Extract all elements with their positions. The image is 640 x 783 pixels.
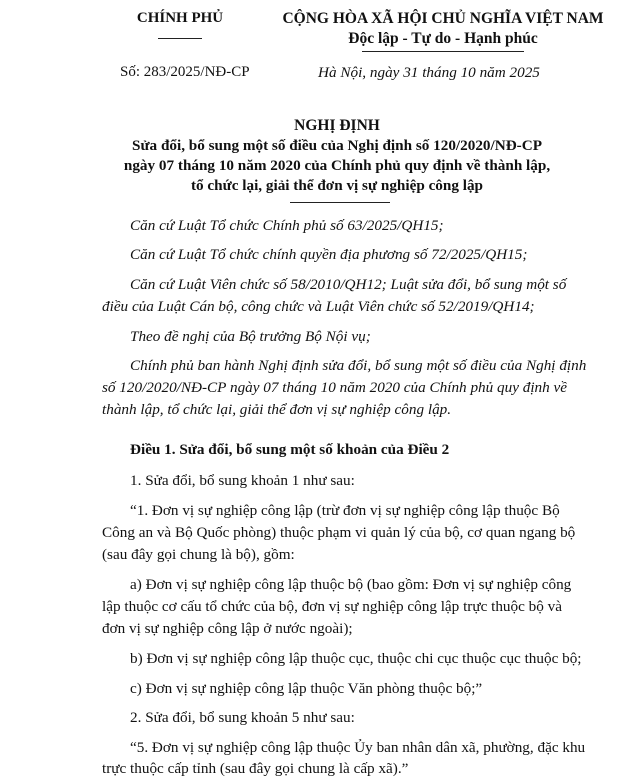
national-motto: Độc lập - Tự do - Hạnh phúc [348,30,538,47]
preamble-promulgation-line-2: số 120/2020/NĐ-CP ngày 07 tháng 10 năm 2020 của Chính phủ quy định về [102,379,568,396]
subject-line-2: ngày 07 tháng 10 năm 2020 của Chính phủ quy định về thành lập, [123,157,551,174]
preamble-basis-3-line-2: điều của Luật Cán bộ, công chức và Luật Viên chức số 52/2019/QH14; [102,298,535,315]
point-b: b) Đơn vị sự nghiệp công lập thuộc cục, thuộc chi cục thuộc cục thuộc bộ; [130,650,582,667]
country-name: CỘNG HÒA XÃ HỘI CHỦ NGHĨA VIỆT NAM [282,10,604,27]
preamble-promulgation-line-3: thành lập, tổ chức lại, giải thể đơn vị sự nghiệp công lập. [102,401,452,418]
subject-line-1: Sửa đổi, bổ sung một số điều của Nghị định số 120/2020/NĐ-CP [132,137,542,154]
document-number: Số: 283/2025/NĐ-CP [120,64,250,80]
point-a-line-2: lập thuộc cơ cấu tổ chức của bộ, đơn vị sự nghiệp công lập trực thuộc bộ và [102,598,562,615]
motto-underline [362,51,524,52]
title-underline [290,202,390,203]
preamble-basis-1: Căn cứ Luật Tổ chức Chính phủ số 63/2025/QH15; [130,217,444,234]
clause-2-intro: 2. Sửa đổi, bổ sung khoản 5 như sau: [130,709,355,726]
article-1-heading: Điều 1. Sửa đổi, bổ sung một số khoản của Điều 2 [130,441,450,458]
point-a-line-1: a) Đơn vị sự nghiệp công lập thuộc bộ (bao gồm: Đơn vị sự nghiệp công [130,576,572,593]
preamble-proposal: Theo đề nghị của Bộ trưởng Bộ Nội vụ; [130,328,371,345]
clause-5-text-line-1: “5. Đơn vị sự nghiệp công lập thuộc Ủy ban nhân dân xã, phường, đặc khu [130,739,586,756]
preamble-basis-2: Căn cứ Luật Tổ chức chính quyền địa phương số 72/2025/QH15; [130,246,528,263]
clause-1-intro: 1. Sửa đổi, bổ sung khoản 1 như sau: [130,472,355,489]
point-a-line-3: đơn vị sự nghiệp công lập ở nước ngoài); [102,620,353,637]
clause-1-text-line-1: “1. Đơn vị sự nghiệp công lập (trừ đơn vị sự nghiệp công lập thuộc Bộ [130,502,560,519]
point-c: c) Đơn vị sự nghiệp công lập thuộc Văn phòng thuộc bộ;” [130,680,483,697]
clause-5-text-line-2: trực thuộc cấp tỉnh (sau đây gọi chung là cấp xã).” [102,760,409,777]
subject-line-3: tổ chức lại, giải thể đơn vị sự nghiệp công lập [190,177,484,194]
place-date: Hà Nội, ngày 31 tháng 10 năm 2025 [318,64,540,81]
document-type: NGHỊ ĐỊNH [294,117,380,134]
clause-1-text-line-2: Công an và Bộ Quốc phòng) thuộc phạm vi quản lý của bộ, cơ quan ngang bộ [102,524,576,541]
preamble-basis-3-line-1: Căn cứ Luật Viên chức số 58/2010/QH12; Luật sửa đổi, bổ sung một số [130,276,567,293]
preamble-promulgation-line-1: Chính phủ ban hành Nghị định sửa đổi, bổ sung một số điều của Nghị định [130,357,587,374]
clause-1-text-line-3: (sau đây gọi chung là bộ), gồm: [102,546,295,563]
issuer-name: CHÍNH PHỦ [136,10,224,26]
issuer-underline [158,38,202,39]
